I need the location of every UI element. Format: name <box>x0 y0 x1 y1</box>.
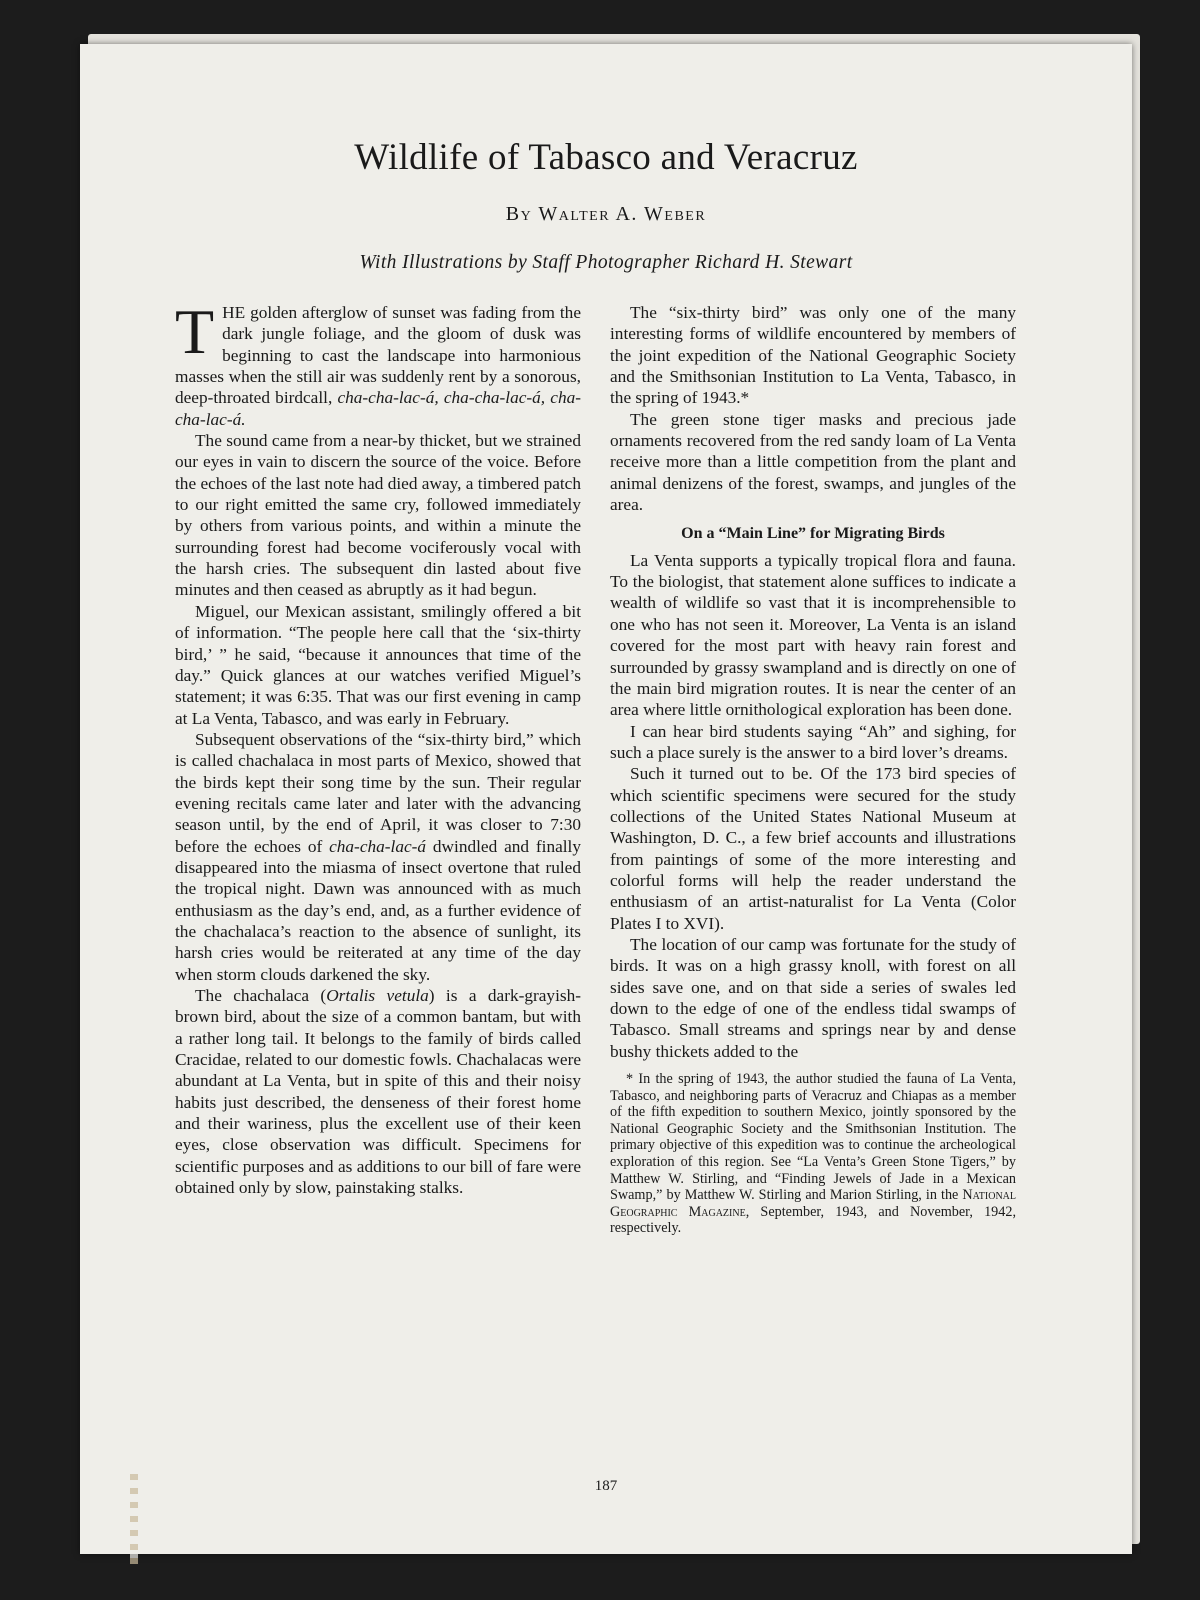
paragraph: Miguel, our Mexican assistant, smilingly offered a bit of information. “The people here call that the ‘six-thirty bird,’ ” he said, “because it announces that time of the day.” Quick glances at our watches verified Miguel’s statement; it was 6:35. That was our first evening in camp at La Venta, Tabasco, and was early in February. <box>175 601 581 728</box>
paragraph: The chachalaca (Ortalis vetula) is a dark-grayish-brown bird, about the size of a common bantam, but with a rather long tail. It belongs to the family of birds called Cracidae, related to our domestic fowls. Chachalacas were abundant at La Venta, but in spite of this and their noisy habits just described, the denseness of their forest home and their wariness, plus the excellent use of their keen eyes, close observation was difficult. Specimens for scientific purposes and as additions to our bill of fare were obtained only by slow, painstaking stalks. <box>175 986 581 1198</box>
right-column <box>610 302 1016 1237</box>
paragraph: THE golden afterglow of sunset was fading from the dark jungle foliage, and the gloom of dusk was beginning to cast the landscape into harmonious masses when the still air was suddenly rent by a sonorous, deep-throated birdcall, cha-cha-lac-á, cha-cha-lac-á, cha-cha-lac-á. <box>175 296 581 429</box>
paragraph: La Venta supports a typically tropical flora and fauna. To the biologist, that statement alone suffices to indicate a wealth of wildlife so vast that it is incomprehensible to one who has not seen it. Moreover, La Venta is an island covered for the most part with heavy rain forest and surrounded by grassy swampland and is directly on one of the main bird migration routes. It is near the center of an area where little ornithological exploration has been done. <box>610 550 1016 720</box>
page-number: 187 <box>594 1478 618 1494</box>
paragraph: Such it turned out to be. Of the 173 bird species of which scientific specimens were secured for the study collections of the United States National Museum at Washington, D. C., a few brief accounts and illustrations from paintings of some of the more interesting and colorful forms will help the reader understand the enthusiasm of an artist-naturalist for La Venta (Color Plates I to XVI). <box>610 764 1016 933</box>
drop-cap: T <box>175 296 215 367</box>
article-title: Wildlife of Tabasco and Veracruz <box>354 137 858 178</box>
magazine-page <box>80 44 1132 1554</box>
article-byline: By Walter A. Weber <box>505 203 707 225</box>
paragraph: The sound came from a near-by thicket, but we strained our eyes in vain to discern the source of the voice. Before the echoes of the last note had died away, a timbered patch to our right emitted the same cry, followed immediately by others from various points, and within a minute the surrounding forest had become vociferously vocal with the harsh cries. The subsequent din lasted about five minutes and then ceased as abruptly as it had begun. <box>175 431 581 600</box>
illustration-credit: With Illustrations by Staff Photographer Richard H. Stewart <box>359 252 853 273</box>
paragraph: The location of our camp was fortunate for the study of birds. It was on a high grassy knoll, with forest on all sides save one, and on that side a series of swales led down to the edge of one of the endless tidal swamps of Tabasco. Small streams and springs near by and dense bushy thickets added to the <box>610 934 1016 1061</box>
paragraph: The green stone tiger masks and precious jade ornaments recovered from the red sandy loam of La Venta receive more than a little competition from the plant and animal denizens of the forest, swamps, and jungles of the area. <box>610 409 1016 515</box>
paragraph: I can hear bird students saying “Ah” and sighing, for such a place surely is the answer to a bird lover’s dreams. <box>610 721 1016 762</box>
left-column <box>175 296 581 1198</box>
paragraph: Subsequent observations of the “six-thirty bird,” which is called chachalaca in most parts of Mexico, showed that the birds kept their song time by the sun. Their regular evening recitals came later and later with the advancing season until, by the end of April, it was closer to 7:30 before the echoes of cha-cha-lac-á dwindled and finally disappeared into the miasma of insect overtone that ruled the tropical night. Dawn was announced with as much enthusiasm as the day’s end, and, as a further evidence of the chachalaca’s reaction to the absence of sunlight, its harsh cries would be reiterated at any time of the day when storm clouds darkened the sky. <box>175 729 581 984</box>
footnote: * In the spring of 1943, the author studied the fauna of La Venta, Tabasco, and neighboring parts of Veracruz and Chiapas as a member of the fifth expedition to southern Mexico, jointly sponsored by the National Geographic Society and the Smithsonian Institution. The primary objective of this expedition was to continue the archeological exploration of this region. See “La Venta’s Green Stone Tigers,” by Matthew W. Stirling, and “Finding Jewels of Jade in a Mexican Swamp,” by Matthew W. Stirling and Marion Stirling, in the National Geographic Magazine, September, 1943, and November, 1942, respectively. <box>610 1071 1016 1237</box>
paragraph: The “six-thirty bird” was only one of the many interesting forms of wildlife encountered by members of the joint expedition of the National Geographic Society and the Smithsonian Institution to La Venta, Tabasco, in the spring of 1943.* <box>610 303 1016 408</box>
section-subhead: On a “Main Line” for Migrating Birds <box>681 525 945 543</box>
